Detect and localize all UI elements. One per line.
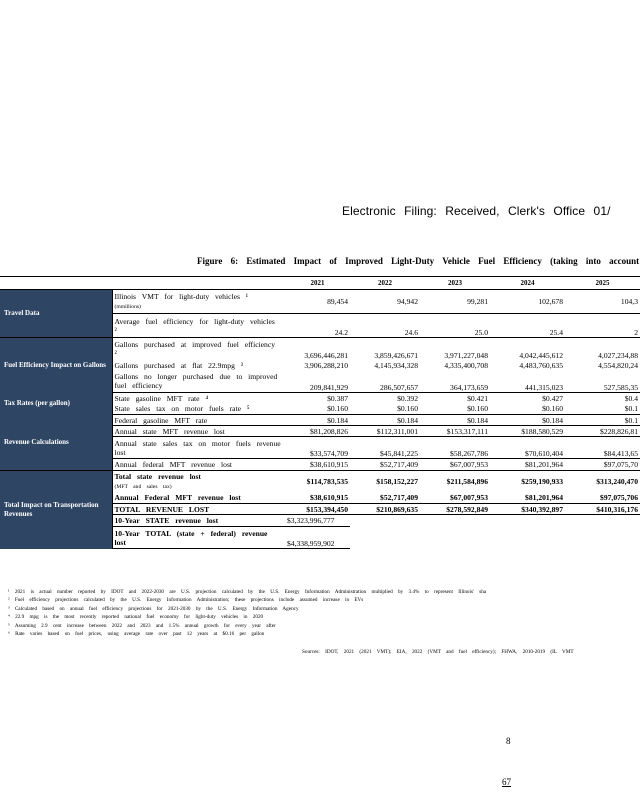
table-cell: $211,584,896: [446, 477, 488, 487]
table-cell: $188,580,529: [490, 426, 565, 437]
table-cell: $228,826,81: [565, 426, 640, 437]
section-revenue-calculations: Revenue Calculations: [0, 415, 112, 471]
table-cell: 4,042,445,612: [519, 350, 563, 360]
table-row-state-mft: [0, 393, 640, 404]
table-cell: 4,554,820,24: [598, 360, 638, 370]
footnote: ⁶ Rate varies based on fuel prices, using average rate over past 12 years at $0.16 per gallon: [8, 631, 265, 638]
table-cell: $0.184: [420, 415, 490, 426]
row-label: Illinois VMT for light-duty vehicles ¹ (mmillions): [112, 290, 285, 314]
table-cell: 4,027,234,88: [598, 350, 638, 360]
table-cell: $0.427: [542, 393, 563, 403]
table-cell: $340,392,897: [490, 504, 565, 515]
table-cell: $3,323,996,777: [285, 515, 350, 527]
row-label: State gasoline MFT rate ⁴: [112, 393, 285, 404]
electronic-filing-stamp: Electronic Filing: Received, Clerk's Office 01/: [342, 204, 611, 218]
table-cell: $158,152,227: [376, 477, 418, 487]
row-label: State sales tax on motor fuels rate ⁵: [112, 404, 285, 415]
table-cell: 286,507,657: [350, 371, 420, 393]
footnote: ² Fuel efficiency projections calculated by the U.S. Energy Information Administration; these projections include assumed increase in EVs: [8, 597, 364, 604]
year-header-row: [0, 277, 640, 290]
table-cell: $38,610,915: [310, 493, 348, 503]
sources-line: Sources: IDOT, 2021 (2021 VMT); EIA, 2022 (VMT and fuel efficiency); FHWA, 2010-2019 (IL VMT: [302, 649, 574, 655]
table-cell: $410,316,176: [565, 504, 640, 515]
section-travel-data: Travel Data: [0, 290, 112, 338]
page-number: 8: [506, 736, 511, 746]
table-cell: $81,201,964: [525, 493, 563, 503]
table-cell: 25.0: [420, 314, 490, 338]
row-label: Total state revenue lost (MFT and sales tax): [112, 471, 285, 493]
figure-title: Figure 6: Estimated Impact of Improved Light-Duty Vehicle Fuel Efficiency (taking into account: [197, 256, 640, 266]
table-cell: $0.184: [490, 415, 565, 426]
table-cell: $114,783,535: [306, 477, 348, 487]
table-cell: $0.387: [327, 393, 348, 403]
table-row-federal-mft: [0, 415, 640, 426]
table-cell: $210,869,635: [350, 504, 420, 515]
table-row-gal-improved: [0, 338, 640, 360]
table-cell: $33,574,709: [285, 437, 350, 459]
table-cell: $97,075,706: [600, 493, 638, 503]
table-cell: $0.4: [624, 393, 638, 403]
row-label: 10-Year TOTAL (state + federal) revenue lost: [112, 527, 285, 549]
table-cell: 4,483,760,635: [519, 360, 563, 370]
table-cell: 527,585,35: [565, 371, 640, 393]
row-label: Annual state sales tax on motor fuels revenue lost: [112, 437, 285, 459]
section-fuel-efficiency: Fuel Efficiency Impact on Gallons: [0, 338, 112, 393]
table-cell: $0.160: [285, 404, 350, 415]
row-label: Annual federal MFT revenue lost: [112, 459, 285, 471]
exhibit-page-number: 67: [502, 777, 511, 787]
table-cell: $0.421: [467, 393, 488, 403]
table-cell: $0.1: [565, 415, 640, 426]
year-header: 2024: [490, 277, 565, 290]
table-cell: $0.184: [285, 415, 350, 426]
table-cell: $153,317,111: [420, 426, 490, 437]
table-cell: 24.6: [350, 314, 420, 338]
table-cell: 209,841,929: [285, 371, 350, 393]
row-label: Gallons purchased at flat 22.9mpg ³: [112, 360, 285, 371]
section-total-impact: Total Impact on Transportation Revenues: [0, 471, 112, 549]
table-cell: $0.1: [565, 404, 640, 415]
table-cell: $81,208,826: [285, 426, 350, 437]
table-cell: $67,007,953: [420, 459, 490, 471]
table-cell: $52,717,409: [350, 459, 420, 471]
row-label: 10-Year STATE revenue lost: [112, 515, 285, 527]
table-cell: 364,173,659: [420, 371, 490, 393]
table-cell: $81,201,964: [490, 459, 565, 471]
table-cell: 99,281: [420, 290, 490, 314]
year-header: 2021: [285, 277, 350, 290]
table-cell: $52,717,409: [380, 493, 418, 503]
table-cell: $0.160: [350, 404, 420, 415]
row-label: TOTAL REVENUE LOST: [112, 504, 285, 515]
year-header: 2022: [350, 277, 420, 290]
table-cell: 4,145,934,328: [374, 360, 418, 370]
table-cell: 441,315,023: [490, 371, 565, 393]
row-label: Gallons purchased at improved fuel efficiency ²: [112, 338, 285, 360]
table-cell: $153,394,450: [285, 504, 350, 515]
footnote: ⁴ 22.9 mpg is the most recently reported national fuel economy for light-duty vehicles in 2020: [8, 614, 264, 621]
table-row-vmt: [0, 290, 640, 314]
table-cell: 3,859,426,671: [374, 350, 418, 360]
table-cell: 24.2: [285, 314, 350, 338]
row-label: Annual Federal MFT revenue lost: [112, 493, 285, 504]
table-cell: 2: [565, 314, 640, 338]
table-cell: $97,075,70: [565, 459, 640, 471]
table-cell: $58,267,786: [420, 437, 490, 459]
footnote: ⁵ Assuming 2.9 cent increase between 2022 and 2023 and 1.5% annual growth for every year after: [8, 622, 276, 629]
row-label: Annual state MFT revenue lost: [112, 426, 285, 437]
table-cell: $0.160: [420, 404, 490, 415]
table-cell: 94,942: [350, 290, 420, 314]
table-cell: 104,3: [565, 290, 640, 314]
table-row-total-state: [0, 471, 640, 493]
revenue-impact-table: [0, 276, 640, 549]
footnote: ¹ 2021 is actual number reported by IDOT and 2022-2030 are U.S. projection calculated by the U.S. Energy Information Administration multiplied by 3.4% to represent Illinois' sha: [8, 589, 487, 595]
table-cell: $84,413,65: [565, 437, 640, 459]
section-tax-rates: Tax Rates (per gallon): [0, 393, 112, 415]
table-cell: 102,678: [490, 290, 565, 314]
table-cell: 25.4: [490, 314, 565, 338]
table-cell: $70,610,404: [490, 437, 565, 459]
row-label: Federal gasoline MFT rate: [112, 415, 285, 426]
table-cell: $112,311,001: [350, 426, 420, 437]
table-cell: 3,696,446,281: [304, 350, 348, 360]
table-cell: $0.184: [350, 415, 420, 426]
table-cell: $0.160: [490, 404, 565, 415]
row-label: Average fuel efficiency for light-duty vehicles ²: [112, 314, 285, 338]
table-cell: $4,338,959,902: [285, 527, 350, 549]
table-cell: $45,841,225: [350, 437, 420, 459]
year-header: 2023: [420, 277, 490, 290]
table-cell: $38,610,915: [285, 459, 350, 471]
table-cell: 3,971,227,048: [444, 350, 488, 360]
table-cell: $259,190,933: [521, 477, 563, 487]
table-cell: 4,335,400,708: [444, 360, 488, 370]
table-cell: 3,906,288,210: [304, 360, 348, 370]
footnote: ³ Calculated based on annual fuel efficiency projections for 2021-2030 by the U.S. Energy Information Agency: [8, 605, 299, 612]
table-cell: $67,007,953: [450, 493, 488, 503]
year-header: 2025: [565, 277, 640, 290]
row-label: Gallons no longer purchased due to improved fuel efficiency: [112, 371, 285, 393]
table-cell: $313,240,470: [596, 477, 638, 487]
table-cell: $278,592,849: [420, 504, 490, 515]
table-cell: 89,454: [285, 290, 350, 314]
table-footnotes: [8, 588, 618, 638]
table-cell: $0.392: [397, 393, 418, 403]
